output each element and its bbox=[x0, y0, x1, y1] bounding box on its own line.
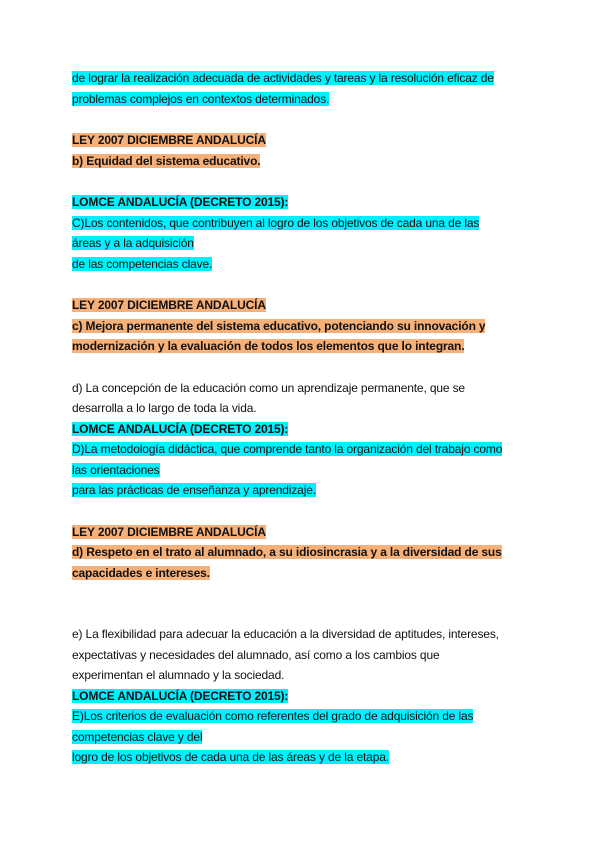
intro-line-2: problemas complejos en contextos determinados. bbox=[72, 91, 330, 106]
ley-heading-d: LEY 2007 DICIEMBRE ANDALUCÍA bbox=[72, 524, 266, 539]
lomce-e-line-2: competencias clave y del bbox=[72, 729, 203, 744]
ley-d-line-1: d) Respeto en el trato al alumnado, a su idiosincrasia y a la diversidad de sus bbox=[72, 545, 502, 559]
lomce-heading-d: LOMCE ANDALUCÍA (DECRETO 2015): bbox=[72, 421, 289, 436]
lomce-c-line-2: áreas y a la adquisición bbox=[72, 236, 194, 250]
lomce-d-line-3: para las prácticas de enseñanza y aprendizaje. bbox=[72, 483, 316, 497]
document-page bbox=[72, 68, 532, 768]
ley-c-line-2: modernización y la evaluación de todos los elementos que lo integran. bbox=[72, 339, 465, 353]
ley-c-line-1: c) Mejora permanente del sistema educativo, potenciando su innovación y bbox=[72, 318, 486, 333]
plain-d-line-2: desarrolla a lo largo de toda la vida. bbox=[72, 401, 257, 415]
lomce-d-line-1: D)La metodología didáctica, que comprende tanto la organización del trabajo como bbox=[72, 442, 503, 456]
ley-heading-c: LEY 2007 DICIEMBRE ANDALUCÍA bbox=[72, 298, 266, 312]
ley-heading-b: LEY 2007 DICIEMBRE ANDALUCÍA bbox=[72, 133, 266, 147]
plain-e-line-1: e) La flexibilidad para adecuar la educación a la diversidad de aptitudes, intereses, bbox=[72, 627, 499, 641]
lomce-e-line-1: E)Los criterios de evaluación como referentes del grado de adquisición de las bbox=[72, 709, 474, 723]
lomce-c-line-1: C)Los contenidos, que contribuyen al logro de los objetivos de cada una de las bbox=[72, 215, 480, 230]
plain-e-line-2: expectativas y necesidades del alumnado, así como a los cambios que bbox=[72, 647, 440, 662]
intro-line-1: de lograr la realización adecuada de actividades y tareas y la resolución eficaz de bbox=[72, 71, 494, 85]
lomce-heading-c: LOMCE ANDALUCÍA (DECRETO 2015): bbox=[72, 195, 289, 209]
plain-d-line-1: d) La concepción de la educación como un aprendizaje permanente, que se bbox=[72, 380, 465, 395]
lomce-heading-e: LOMCE ANDALUCÍA (DECRETO 2015): bbox=[72, 688, 289, 703]
lomce-d-line-2: las orientaciones bbox=[72, 462, 160, 477]
lomce-c-line-3: de las competencias clave. bbox=[72, 256, 213, 271]
plain-e-line-3: experimentan el alumnado y la sociedad. bbox=[72, 668, 285, 682]
lomce-e-line-3: logro de los objetivos de cada una de las áreas y de la etapa. bbox=[72, 750, 389, 764]
ley-item-b: b) Equidad del sistema educativo. bbox=[72, 153, 261, 168]
ley-d-line-2: capacidades e intereses. bbox=[72, 565, 210, 580]
